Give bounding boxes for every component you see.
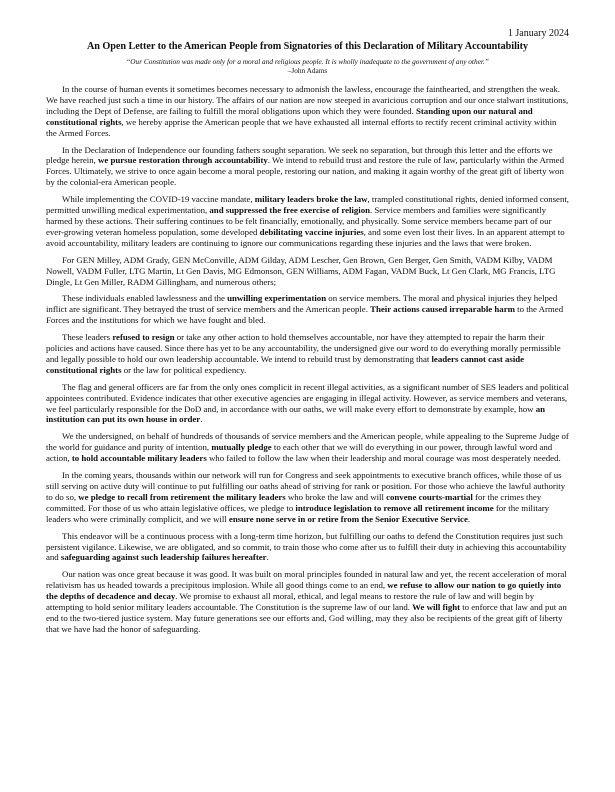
body-text: Our nation was once great because it was good. It was built on moral principles founded in natural law and yet, the recent acceleration of moral relativism has us headed towards a precipitous implosion. While all good things come to an end, bbox=[46, 569, 567, 591]
emphasis-text: safeguarding against such leadership failures hereafter bbox=[60, 552, 267, 563]
letter-title: An Open Letter to the American People from Signatories of this Declaration of Military Accountability bbox=[86, 41, 529, 52]
paragraph-11 bbox=[46, 569, 569, 634]
body-text: The flag and general officers are far from the only ones complicit in recent illegal activities, as a significant number of SES leaders and political appointees contributed. Evidence indicates that other executive agencies are engaging in illegal activity. However, as service members and veterans, we feel particularly responsible for the DoD and, in accordance with our oaths, we will make every effort to demonstrate by example, how bbox=[46, 381, 569, 414]
emphasis-text: and suppressed the free exercise of religion bbox=[209, 205, 370, 216]
paragraph-9 bbox=[46, 470, 569, 525]
epigraph-author: –John Adams bbox=[287, 65, 328, 75]
body-text: on service members. The moral and physical injuries they helped inflict are significant. They betrayed the trust of service members and the American people. bbox=[46, 293, 558, 315]
body-text: . Service members and families were significantly harmed by these actions. Their suffering continues to be felt financially, emotionally, and physically. Some service members became part of our ever-growing veteran homeless population, some developed bbox=[46, 205, 552, 237]
epigraph-quote: “Our Constitution was made only for a moral and religious people. It is wholly inadequate to the government of any other.” bbox=[126, 57, 489, 66]
body-text: to enforce that law and put an end to the two-tiered justice system. May future generations see our efforts and, God willing, may they also be recipients of the great gift of liberty that we have had the honor of safeguarding. bbox=[46, 602, 567, 634]
paragraph-10 bbox=[46, 531, 569, 564]
body-text: This endeavor will be a continuous process with a long-term time horizon, but fulfilling our oaths to defend the Constitution requires just such persistent vigilance. Likewise, we are obligated, and so commit, to train those who come after us to fulfill their duty in achieving this accountability and bbox=[46, 530, 567, 563]
emphasis-text: Standing upon our natural and constitutional rights bbox=[46, 105, 533, 127]
emphasis-text: mutually pledge bbox=[211, 442, 272, 453]
emphasis-text: we refuse to allow our nation to go quietly into the depths of decadence and decay bbox=[46, 580, 562, 602]
body-text: who broke the law and will bbox=[285, 491, 387, 502]
body-text: or the law for political expediency. bbox=[121, 364, 247, 375]
emphasis-text: to hold accountable military leaders bbox=[71, 453, 207, 464]
paragraph-2 bbox=[46, 145, 569, 189]
body-text: In the coming years, thousands within our network will run for Congress and seek appointments to executive branch offices, while those of us still serving on active duty will continue to put fulfilling our oaths ahead of striving for rank or position. For those who achieve the lawful authority to do so, bbox=[46, 470, 566, 502]
emphasis-text: introduce legislation to remove all retirement income bbox=[295, 502, 494, 513]
body-text: who failed to follow the law when their leadership and moral courage was most desperately needed. bbox=[206, 453, 561, 464]
emphasis-text: unwilling experimentation bbox=[227, 293, 327, 304]
body-text: to each other that we will do everything in our power, through lawful word and action, bbox=[46, 442, 553, 464]
body-text: In the course of human events it sometimes becomes necessary to admonish the lawless, encourage the fainthearted, and strengthen the weak. We have reached just such a time in our history. The affairs of our nation are now steeped in avaricious corruption and our once stalwart institutions, including the Dept of Defense, are failing to fulfill the moral obligations upon which they were founded. bbox=[46, 84, 569, 116]
body-text: In the Declaration of Independence our founding fathers sought separation. We seek no separation, but through this letter and the efforts we pledge herein, bbox=[46, 144, 553, 166]
emphasis-text: Their actions caused irreparable harm bbox=[370, 304, 515, 315]
emphasis-text: ensure none serve in or retire from the Senior Executive Service bbox=[228, 513, 468, 524]
emphasis-text: debilitating vaccine injuries bbox=[259, 226, 364, 237]
body-text: . We promise to exhaust all moral, ethical, and legal means to restore the rule of law and will begin by attempting to hold senior military leaders accountable. The Constitution is the supreme law of our land. bbox=[46, 591, 535, 613]
body-text: or take any other action to hold themselves accountable, nor have they attempted to repair the harm their policies and actions have caused. Since there has yet to be any accountability, the undersigned give our word to do everything morally permissible and legally possible to hold our own leadership accountable. We intend to rebuild trust by demonstrating that bbox=[46, 332, 561, 364]
body-text: . bbox=[467, 513, 471, 524]
body-text: These individuals enabled lawlessness and the bbox=[62, 293, 228, 304]
emphasis-text: we pledge to recall from retirement the military leaders bbox=[78, 491, 286, 502]
paragraph-4 bbox=[46, 255, 569, 288]
emphasis-text: military leaders broke the law bbox=[254, 194, 368, 205]
emphasis-text: leaders cannot cast aside constitutional rights bbox=[46, 353, 525, 375]
body-text: These leaders bbox=[62, 332, 113, 343]
emphasis-text: refused to resign bbox=[112, 332, 175, 343]
body-text: We the undersigned, on behalf of hundreds of thousands of service members and the American people, while appealing to the Supreme Judge of the world for guidance and purity of intention, bbox=[46, 431, 569, 453]
emphasis-text: we pursue restoration through accountability bbox=[98, 155, 268, 166]
emphasis-text: We will fight bbox=[412, 602, 461, 613]
body-text: While implementing the COVID-19 vaccine mandate, bbox=[62, 194, 255, 205]
emphasis-text: convene courts-martial bbox=[386, 491, 473, 502]
paragraph-3 bbox=[46, 194, 569, 249]
body-text: . bbox=[200, 414, 203, 425]
body-text: . bbox=[266, 552, 269, 563]
paragraph-8 bbox=[46, 431, 569, 464]
letter-body bbox=[46, 84, 569, 635]
paragraph-6 bbox=[46, 332, 569, 376]
body-text: , trampled constitutional rights, denied informed consent, permitted unwilling medical experimentation, bbox=[46, 194, 569, 216]
body-text: for the crimes they committed. For those of us who attain legislative offices, we pledge to bbox=[46, 491, 542, 513]
body-text: to the Armed Forces and the institutions for which we have fought and bled. bbox=[46, 304, 564, 326]
paragraph-7 bbox=[46, 382, 569, 426]
paragraph-5 bbox=[46, 293, 569, 326]
body-text: , we hereby apprise the American people that we have exhausted all internal efforts to rectify recent criminal activity within the Armed Forces. bbox=[46, 116, 557, 138]
emphasis-text: an institution can put its own house in order bbox=[46, 403, 546, 425]
paragraph-1 bbox=[46, 84, 569, 139]
body-text: . We intend to rebuild trust and restore the rule of law, particularly within the Armed Forces. Ultimately, we strive to once again become a moral people, restoring our nation, and making it again worthy of the great gift of liberty won by the colonial-era American people. bbox=[46, 155, 564, 188]
letter-date: 1 January 2024 bbox=[507, 28, 569, 39]
body-text: for the military leaders who were criminally complicit, and we will bbox=[46, 502, 550, 524]
body-text: For GEN Milley, ADM Grady, GEN McConville, ADM Gilday, ADM Lescher, Gen Brown, Gen Berger, Gen Smith, VADM Kilby, VADM Nowell, VADM Fuller, LTG Martin, Lt Gen Davis, MG Edmonson, GEN Williams, ADM Fagan, VADM Buck, Lt Gen Clark, MG Francis, LTG Dingle, Lt Gen Miller, RADM Gillingham, and numerous others; bbox=[46, 254, 556, 287]
body-text: , and some even lost their lives. In an apparent attempt to avoid accountability, military leaders are continuing to ignore our communications regarding these injuries and the laws that were broken. bbox=[46, 226, 565, 248]
